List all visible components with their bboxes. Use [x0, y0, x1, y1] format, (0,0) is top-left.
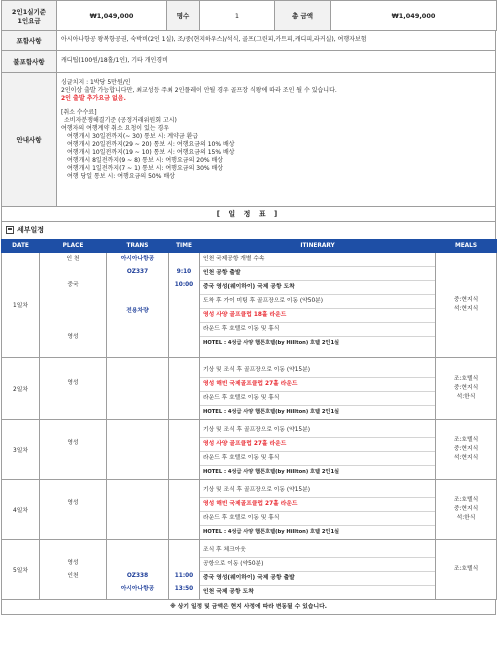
itinerary-item: 영성 사양 골프클럽 18홀 라운드 — [200, 309, 435, 323]
notice-line: 여행개시 1일전까지(7 ~ 1) 통보 시: 여행요금의 30% 배상 — [67, 164, 224, 172]
trans-entry — [107, 557, 168, 570]
day-meals — [436, 479, 497, 539]
itinerary-header-row — [2, 239, 497, 252]
day-place — [40, 252, 107, 357]
meal-entry: 석:한식 — [456, 393, 476, 400]
day-time — [169, 539, 200, 599]
day-date: 3일차 — [2, 419, 40, 479]
day-trans — [107, 357, 169, 419]
day-itinerary — [200, 419, 436, 479]
place-entry — [40, 292, 106, 305]
trans-entry — [107, 497, 168, 510]
day-date: 5일차 — [2, 539, 40, 599]
place-entry — [40, 510, 106, 523]
itinerary-item: 공항으로 이동 (약50분) — [200, 558, 435, 572]
count-label: 명수 — [167, 1, 200, 31]
meal-entry: 중:현지식 — [453, 505, 479, 512]
place-entry — [40, 305, 106, 318]
itinerary-item: 중국 영성(웨이하이) 국제 공항 출발 — [200, 572, 435, 586]
itinerary-item: 인천 국제공항 개별 수속 — [200, 253, 435, 267]
day-row — [2, 357, 497, 419]
place-entry — [40, 484, 106, 497]
day-itinerary — [200, 357, 436, 419]
place-entry: 영성 — [67, 333, 79, 340]
hotel-info: HOTEL : 4성급 사양 햄튼호텔(by Hillton) 호텔 2인1실 — [203, 408, 340, 415]
itinerary-item: 영성 사양 골프클럽 27홀 라운드 — [200, 438, 435, 452]
place-entry: 영성 — [67, 499, 79, 506]
itinerary-item: 기상 및 조식 후 골프장으로 이동 (약15분) — [200, 484, 435, 498]
meal-entry: 석:현지식 — [453, 454, 479, 461]
trans-entry — [107, 510, 168, 523]
place-entry — [40, 344, 106, 357]
day-meals — [436, 357, 497, 419]
trans-entry — [107, 344, 168, 357]
itinerary-item: 중국 영성(웨이하이) 국제 공항 도착 — [200, 281, 435, 295]
trans-entry — [107, 484, 168, 497]
notice-line: 여행개시 20일전까지(29 ~ 20) 통보 시: 여행요금의 10% 배상 — [67, 140, 235, 148]
itinerary-table — [1, 239, 497, 600]
price-basis-label: 2인1실기준 1인요금 — [2, 1, 57, 31]
meal-entry: 중:현지식 — [453, 445, 479, 452]
col-meals: MEALS — [436, 239, 497, 252]
time-entry — [169, 437, 199, 450]
col-itinerary: ITINERARY — [200, 239, 436, 252]
trans-entry: OZ338 — [126, 572, 149, 579]
trans-entry: 아시아나항공 — [120, 585, 155, 592]
place-entry — [40, 318, 106, 331]
trans-entry — [107, 544, 168, 557]
place-entry — [40, 523, 106, 536]
place-entry — [40, 266, 106, 279]
col-trans: TRANS — [107, 239, 169, 252]
section-marker-icon — [6, 226, 14, 234]
time-entry — [169, 523, 199, 536]
itinerary-item: 기상 및 조식 후 골프장으로 이동 (약15분) — [200, 364, 435, 378]
itinerary-section-header — [1, 222, 496, 239]
itinerary-item: 라운드 후 호텔로 이동 및 휴식 — [200, 512, 435, 526]
itinerary-item: 영성 해빈 국제골프클럽 27홀 라운드 — [200, 378, 435, 392]
trans-entry — [107, 463, 168, 476]
notice-line: 2인이상 출발 가능합니다만, 최교성등 주최 2인플레이 안될 경우 골프장 식왕에 따라 조인 될 수 있습니다. — [61, 86, 337, 94]
excluded-text: 캐디팁(100원/18홀/1인), 기타 개인경비 — [57, 50, 496, 72]
trans-entry: 아시아나항공 — [120, 255, 155, 262]
meal-entry: 조:호텔식 — [453, 375, 479, 382]
itinerary-item: 인천 공항 출발 — [200, 267, 435, 281]
time-entry: 11:00 — [174, 572, 194, 579]
time-entry: 9:10 — [176, 268, 192, 275]
place-entry: 중국 — [67, 281, 79, 288]
notice-line: 여행자의 여행계약 취소 요청이 있는 경우 — [61, 124, 170, 132]
place-entry — [40, 450, 106, 463]
day-row — [2, 419, 497, 479]
time-entry — [169, 557, 199, 570]
hotel-info: HOTEL : 4성급 사양 햄튼호텔(by Hillton) 호텔 2인1실 — [203, 339, 340, 346]
time-entry — [169, 253, 199, 266]
time-entry — [169, 318, 199, 331]
meal-entry: 조:호텔식 — [453, 565, 479, 572]
meal-entry: 조:호텔식 — [453, 496, 479, 503]
place-entry: 영성 — [67, 559, 79, 566]
trans-entry — [107, 424, 168, 437]
itinerary-item: 영성 해빈 국제골프클럽 27홀 라운드 — [200, 498, 435, 512]
time-entry — [169, 331, 199, 344]
excluded-label: 불포함사항 — [2, 50, 57, 72]
time-entry — [169, 305, 199, 318]
per-person-price: ₩1,049,000 — [57, 1, 167, 31]
itinerary-item: 라운드 후 호텔로 이동 및 휴식 — [200, 323, 435, 337]
person-count: 1 — [200, 1, 275, 31]
day-row — [2, 539, 497, 599]
day-meals — [436, 252, 497, 357]
place-entry — [40, 424, 106, 437]
time-entry — [169, 544, 199, 557]
itinerary-item: 기상 및 조식 후 골프장으로 이동 (약15분) — [200, 424, 435, 438]
time-entry — [169, 377, 199, 390]
notice-line: 여행개시 30일전까지(~ 30) 통보 시: 계약금 환급 — [67, 132, 199, 140]
day-place — [40, 539, 107, 599]
trans-entry — [107, 364, 168, 377]
hotel-info: HOTEL : 4성급 사양 햄튼호텔(by Hillton) 호텔 2인1실 — [203, 468, 340, 475]
notice-line: 소비자분쟁해결기준 (공정거래위원회 고시) — [64, 116, 177, 124]
col-date: DATE — [2, 239, 40, 252]
day-row — [2, 479, 497, 539]
meal-entry: 중:현지식 — [453, 384, 479, 391]
trans-entry — [107, 450, 168, 463]
day-meals — [436, 419, 497, 479]
meal-entry: 석:한식 — [456, 514, 476, 521]
day-meals — [436, 539, 497, 599]
day-date: 4일차 — [2, 479, 40, 539]
included-label: 포함사항 — [2, 31, 57, 50]
col-place: PLACE — [40, 239, 107, 252]
trans-entry — [107, 377, 168, 390]
place-entry — [40, 463, 106, 476]
meal-entry: 조:호텔식 — [453, 436, 479, 443]
itinerary-section-title: 세부일정 — [17, 225, 45, 234]
notice-line: 여행개시 8일전까지(9 ~ 8) 통보 시: 여행요금의 20% 배상 — [67, 156, 224, 164]
time-entry — [169, 364, 199, 377]
time-entry — [169, 390, 199, 403]
day-date: 2일차 — [2, 357, 40, 419]
time-entry — [169, 403, 199, 416]
trans-entry — [107, 331, 168, 344]
total-label: 총 금액 — [275, 1, 331, 31]
place-entry — [40, 390, 106, 403]
day-itinerary — [200, 539, 436, 599]
time-entry — [169, 424, 199, 437]
notice-line-highlight: 2인 출발 추가요금 없음. — [61, 94, 126, 102]
day-trans — [107, 479, 169, 539]
day-itinerary — [200, 252, 436, 357]
notice-line: 여행 당일 통보 시: 여행요금의 50% 배상 — [67, 172, 175, 180]
schedule-title: [ 일 정 표 ] — [1, 207, 496, 222]
included-text: 아시아나항공 왕복항공권, 숙박비(2인 1실), 조/중(현지하우스)/석식, 골프(그린피,카트피,캐디피,라커실), 여행자보험 — [57, 31, 496, 50]
time-entry — [169, 463, 199, 476]
place-entry — [40, 403, 106, 416]
info-table — [1, 31, 496, 207]
notice-line: [취소 수수료] — [61, 108, 97, 116]
day-place — [40, 419, 107, 479]
day-trans — [107, 252, 169, 357]
itinerary-item: 인천 국제 공항 도착 — [203, 588, 254, 595]
trans-entry — [107, 318, 168, 331]
day-time — [169, 479, 200, 539]
trans-entry: 전용차량 — [126, 307, 149, 314]
meal-entry: 중:현지식 — [453, 296, 479, 303]
meal-entry: 석:현지식 — [453, 305, 479, 312]
place-entry — [40, 364, 106, 377]
notice-label: 안내사항 — [2, 72, 57, 206]
day-trans — [107, 539, 169, 599]
place-entry: 인천 — [67, 572, 79, 579]
time-entry — [169, 484, 199, 497]
footer-notice: ※ 상기 일정 및 금액은 현지 사정에 따라 변동될 수 있습니다. — [1, 600, 496, 615]
day-time — [169, 252, 200, 357]
time-entry — [169, 344, 199, 357]
itinerary-item: 라운드 후 호텔로 이동 및 휴식 — [200, 392, 435, 406]
total-price: ₩1,049,000 — [331, 1, 497, 31]
day-time — [169, 357, 200, 419]
trans-entry: OZ337 — [126, 268, 149, 275]
itinerary-item: 도착 후 가이 미팅 후 골프장으로 이동 (약50분) — [200, 295, 435, 309]
place-entry: 인 천 — [66, 255, 80, 262]
trans-entry — [107, 523, 168, 536]
place-entry — [40, 544, 106, 557]
place-entry — [40, 583, 106, 596]
trans-entry — [107, 390, 168, 403]
quote-document — [1, 0, 496, 615]
hotel-info: HOTEL : 4성급 사양 햄튼호텔(by Hillton) 호텔 2인1실 — [203, 528, 340, 535]
day-row — [2, 252, 497, 357]
price-table — [1, 0, 497, 31]
time-entry — [169, 510, 199, 523]
time-entry: 13:50 — [174, 585, 194, 592]
day-itinerary — [200, 479, 436, 539]
place-entry: 영성 — [67, 379, 79, 386]
day-time — [169, 419, 200, 479]
time-entry: 10:00 — [174, 281, 194, 288]
trans-entry — [107, 437, 168, 450]
day-trans — [107, 419, 169, 479]
col-time: TIME — [169, 239, 200, 252]
day-place — [40, 479, 107, 539]
trans-entry — [107, 292, 168, 305]
time-entry — [169, 450, 199, 463]
itinerary-item: 라운드 후 호텔로 이동 및 휴식 — [200, 452, 435, 466]
day-date: 1일차 — [2, 252, 40, 357]
trans-entry — [107, 279, 168, 292]
notice-line: 싱글치지 : 1박당 5만원/인 — [61, 78, 131, 86]
time-entry — [169, 497, 199, 510]
place-entry: 영성 — [67, 439, 79, 446]
notice-text — [57, 72, 496, 206]
trans-entry — [107, 403, 168, 416]
time-entry — [169, 292, 199, 305]
itinerary-item: 조식 후 체크아웃 — [200, 544, 435, 558]
day-place — [40, 357, 107, 419]
notice-line: 여행개시 10일전까지(19 ~ 10) 통보 시: 여행요금의 15% 배상 — [67, 148, 235, 156]
